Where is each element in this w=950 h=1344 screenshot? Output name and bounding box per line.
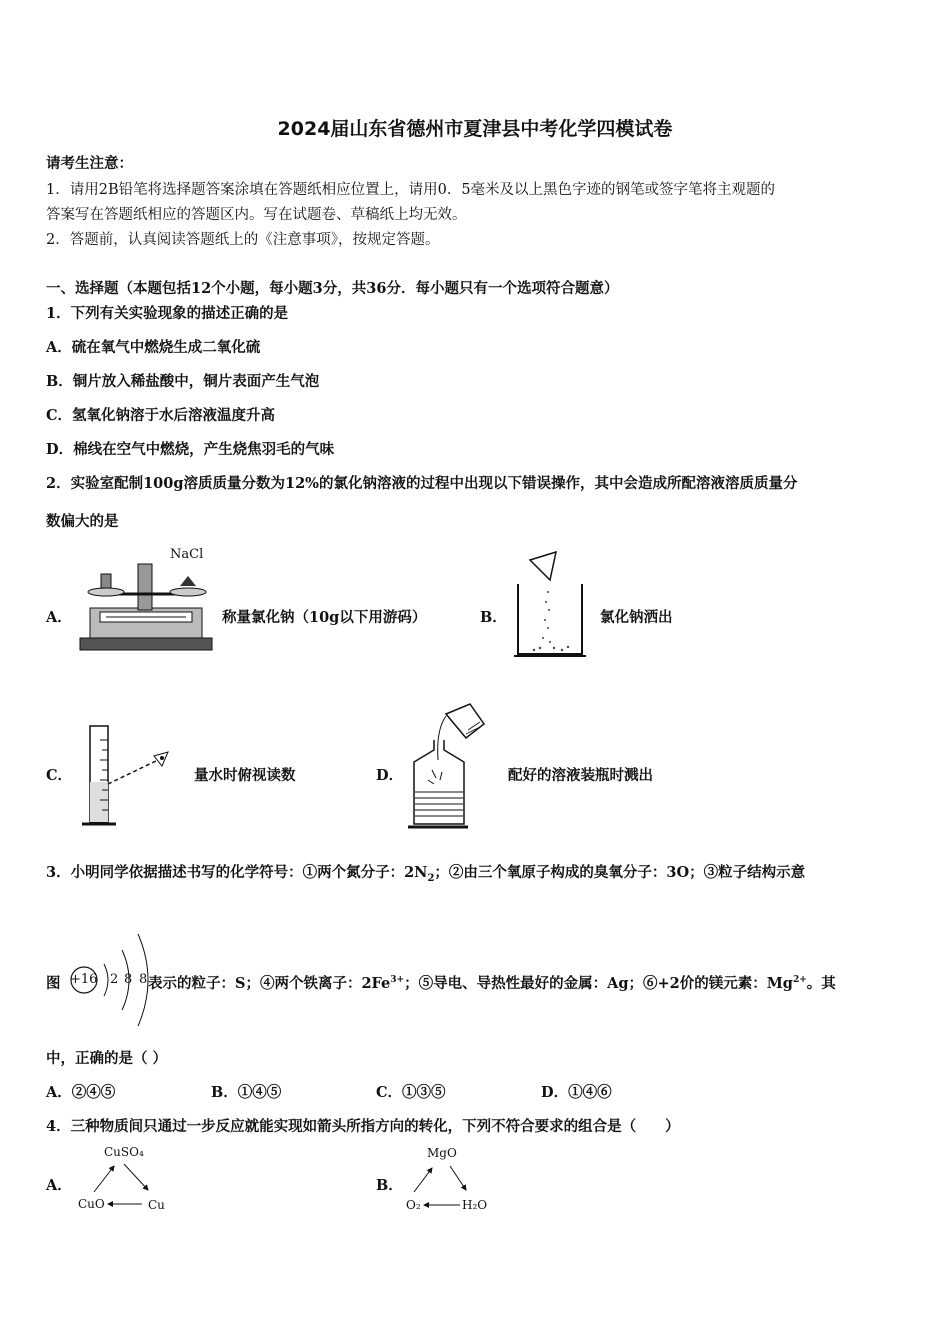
q3-stem-line1 xyxy=(46,861,805,884)
atom-shell-3: 8 xyxy=(139,972,148,987)
q4-stem: 4．三种物质间只通过一步反应就能实现如箭头所指方向的转化，下列不符合要求的组合是（ ） xyxy=(46,1118,680,1135)
q3-option-a: A．②④⑤ xyxy=(46,1084,116,1101)
notice-heading: 请考生注意： xyxy=(46,155,133,172)
q2-a-text: 称量氯化钠（10g以下用游码） xyxy=(222,609,427,626)
q1-stem: 1．下列有关实验现象的描述正确的是 xyxy=(46,305,289,322)
q4-b-top: MgO xyxy=(427,1146,457,1160)
cylinder-figure xyxy=(78,720,178,830)
q3-mid-2: ；⑤导电、导热性最好的金属：Ag；⑥+2价的镁元素：Mg xyxy=(404,975,793,992)
q3-pre: 图 xyxy=(46,975,61,992)
section-heading: 一、选择题（本题包括12个小题，每小题3分，共36分．每小题只有一个选项符合题意） xyxy=(46,280,619,297)
q3-option-d: D．①④⑥ xyxy=(541,1084,612,1101)
q3-mid-1: 表示的粒子：S；④两个铁离子：2Fe xyxy=(148,975,391,992)
q2-stem: 2．实验室配制100g溶质质量分数为12%的氯化钠溶液的过程中出现以下错误操作，其中会造成所配溶液溶质质量分 xyxy=(46,475,798,492)
q3-mid-3: 。其 xyxy=(806,975,836,992)
q4-a-label: A． xyxy=(46,1177,72,1194)
q3-option-b: B．①④⑤ xyxy=(211,1084,282,1101)
atom-shell-2: 8 xyxy=(124,972,133,987)
spill-figure xyxy=(510,550,590,660)
notice-line-1: 1．请用2B铅笔将选择题答案涂填在答题纸相应位置上，请用0．5毫米及以上黑色字迹的钢笔或签字笔将主观题的 xyxy=(46,182,776,198)
q4-b-right: H₂O xyxy=(462,1198,488,1212)
q3-stem-1: 3．小明同学依据描述书写的化学符号：①两个氮分子：2N xyxy=(46,864,428,881)
q3-sup-1: 3+ xyxy=(390,975,405,986)
q3-option-c: C．①③⑤ xyxy=(376,1084,446,1101)
q3-stem-1b: ；②由三个氧原子构成的臭氧分子：3O；③粒子结构示意 xyxy=(434,864,806,881)
q4-b-arrows xyxy=(404,1160,504,1210)
page-title: 2024届山东省德州市夏津县中考化学四模试卷 xyxy=(277,118,673,140)
q1-option-c: C．氢氧化钠溶于水后溶液温度升高 xyxy=(46,407,276,424)
q2-d-text: 配好的溶液装瓶时溅出 xyxy=(508,767,653,784)
q2-c-text: 量水时俯视读数 xyxy=(194,767,296,784)
notice-line-2: 2．答题前，认真阅读答题纸上的《注意事项》，按规定答题。 xyxy=(46,232,440,248)
q2-b-label: B． xyxy=(480,609,507,626)
notice-line-1b: 答案写在答题纸相应的答题区内。写在试题卷、草稿纸上均无效。 xyxy=(46,207,467,223)
q3-stem-line3: 中，正确的是（ ） xyxy=(46,1050,168,1067)
balance-figure xyxy=(76,546,216,656)
q1-option-b: B．铜片放入稀盐酸中，铜片表面产生气泡 xyxy=(46,373,320,390)
nacl-label: NaCl xyxy=(170,547,204,562)
atom-nucleus: +16 xyxy=(70,972,98,987)
q3-stem-line2 xyxy=(148,972,836,993)
q4-a-left: CuO xyxy=(78,1197,105,1211)
atom-shell-1: 2 xyxy=(110,972,119,987)
q2-b-text: 氯化钠洒出 xyxy=(600,609,673,626)
q3-sup-2: 2+ xyxy=(792,975,807,986)
q3-sub-2: 2 xyxy=(427,872,435,884)
q2-stem-b: 数偏大的是 xyxy=(46,513,119,530)
q4-a-arrows xyxy=(76,1160,176,1210)
q2-d-label: D． xyxy=(376,767,404,784)
q2-c-label: C． xyxy=(46,767,73,784)
q4-b-left: O₂ xyxy=(406,1198,421,1212)
q1-option-d: D．棉线在空气中燃烧，产生烧焦羽毛的气味 xyxy=(46,441,335,458)
q4-a-right: Cu xyxy=(148,1198,165,1212)
bottle-figure xyxy=(406,700,496,832)
q4-b-label: B． xyxy=(376,1177,403,1194)
q4-a-top: CuSO₄ xyxy=(104,1145,144,1159)
q1-option-a: A．硫在氧气中燃烧生成二氧化硫 xyxy=(46,339,261,356)
q2-a-label: A． xyxy=(46,609,72,626)
